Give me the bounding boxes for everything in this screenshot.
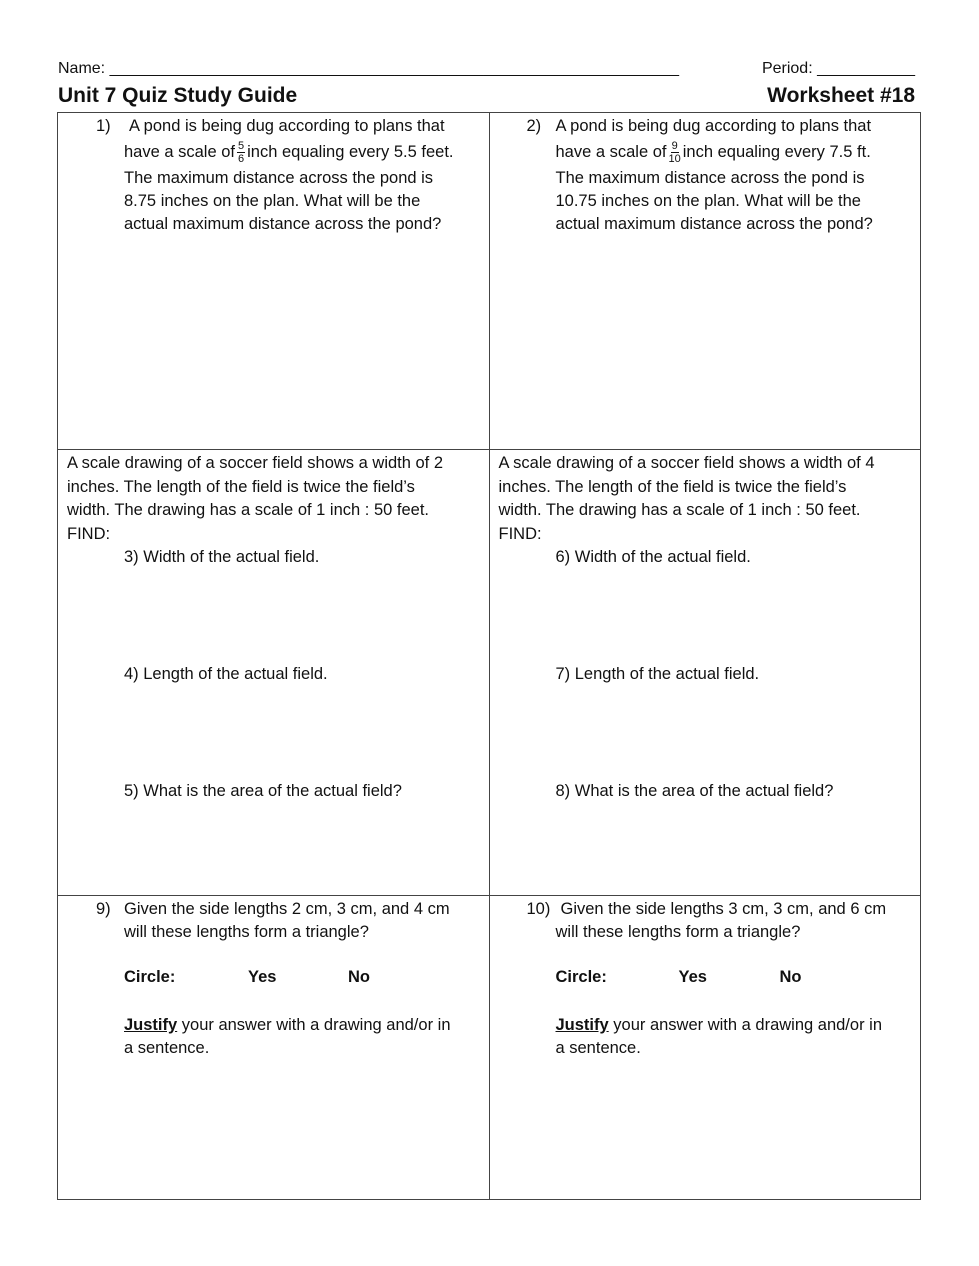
question-2-cell[interactable] — [489, 113, 921, 450]
q9-number: 9) — [96, 900, 111, 918]
q2-line5: actual maximum distance across the pond? — [555, 215, 873, 233]
header-row — [58, 60, 915, 80]
question-6: 6) Width of the actual field. — [555, 548, 751, 566]
question-5: 5) What is the area of the actual field? — [124, 782, 402, 800]
soccer-right-cell[interactable] — [489, 450, 921, 896]
q9-justify-line2: a sentence. — [124, 1039, 210, 1057]
q10-no-option[interactable]: No — [779, 968, 802, 986]
q2-line1: A pond is being dug according to plans that — [555, 117, 872, 135]
q9-yes-option[interactable]: Yes — [248, 968, 277, 986]
question-10-cell[interactable] — [489, 896, 921, 1200]
question-4: 4) Length of the actual field. — [124, 665, 328, 683]
q10-number: 10) — [526, 900, 551, 918]
name-blank: ________________________________________________________________ — [109, 60, 680, 77]
question-grid — [57, 112, 921, 1200]
question-8: 8) What is the area of the actual field? — [555, 782, 834, 800]
page-title: Unit 7 Quiz Study Guide — [58, 84, 298, 107]
period-field[interactable] — [762, 60, 915, 80]
soccer-right-intro: A scale drawing of a soccer field shows a width of 4 inches. The length of the field is twice the field’s width. The drawing has a scale of 1 inch : 50 feet. FIND: — [498, 454, 875, 543]
q10-line2: will these lengths form a triangle? — [555, 923, 801, 941]
q1-line3: The maximum distance across the pond is — [124, 169, 434, 187]
q9-circle-label: Circle: — [124, 968, 176, 986]
period-blank: ___________ — [817, 60, 915, 77]
q9-no-option[interactable]: No — [348, 968, 370, 986]
q9-justify-line: Justify your answer with a drawing and/or in — [124, 1016, 451, 1034]
question-3: 3) Width of the actual field. — [124, 548, 320, 566]
q2-scale-line: have a scale of $\frac{9}{10}$ inch equaling every 7.5 ft. — [555, 140, 871, 165]
q1-fraction: $\frac{5}{6}$ — [238, 140, 245, 165]
q10-justify-line: Justify your answer with a drawing and/or in — [555, 1016, 882, 1034]
q1-number: 1) — [96, 117, 111, 135]
q2-number: 2) — [526, 117, 542, 135]
q9-line2: will these lengths form a triangle? — [124, 923, 369, 941]
q9-line1: Given the side lengths 2 cm, 3 cm, and 4 cm — [124, 900, 450, 918]
q1-scale-line: have a scale of $\frac{5}{6}$ inch equaling every 5.5 feet. — [124, 140, 454, 165]
worksheet-number: Worksheet #18 — [767, 84, 915, 107]
title-row — [58, 84, 915, 112]
name-field[interactable] — [58, 60, 679, 80]
period-label: Period: — [761, 60, 813, 77]
q10-justify-word: Justify — [555, 1016, 609, 1034]
q1-line1: A pond is being dug according to plans that — [129, 117, 445, 135]
q1-line5: actual maximum distance across the pond? — [124, 215, 442, 233]
q9-justify-word: Justify — [124, 1016, 178, 1034]
q2-line3: The maximum distance across the pond is — [555, 169, 865, 187]
name-label: Name: — [58, 60, 106, 77]
q10-circle-label: Circle: — [555, 968, 607, 986]
question-7: 7) Length of the actual field. — [555, 665, 760, 683]
q10-yes-option[interactable]: Yes — [678, 968, 707, 986]
question-9-cell[interactable] — [58, 896, 490, 1200]
q1-line4: 8.75 inches on the plan. What will be the — [124, 192, 421, 210]
soccer-left-cell[interactable] — [58, 450, 490, 896]
q2-line4: 10.75 inches on the plan. What will be the — [555, 192, 861, 210]
soccer-left-intro: A scale drawing of a soccer field shows a width of 2 inches. The length of the field is twice the field’s width. The drawing has a scale of 1 inch : 50 feet. FIND: — [67, 454, 444, 543]
q10-line1: Given the side lengths 3 cm, 3 cm, and 6 cm — [560, 900, 887, 918]
q10-justify-line2: a sentence. — [555, 1039, 641, 1057]
question-1-cell[interactable] — [58, 113, 490, 450]
q2-fraction: $\frac{9}{10}$ — [668, 140, 681, 165]
